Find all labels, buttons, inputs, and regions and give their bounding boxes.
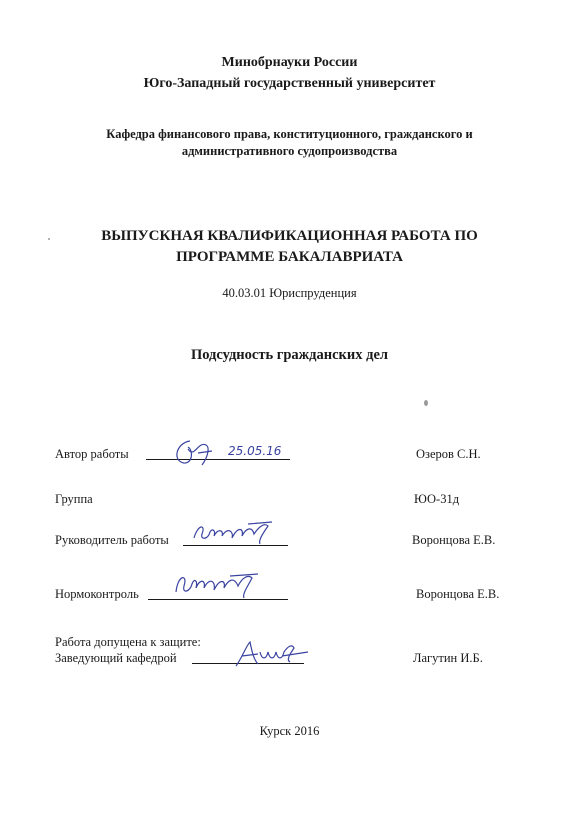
- head-label: Заведующий кафедрой: [55, 651, 177, 665]
- author-label: Автор работы: [55, 447, 129, 461]
- thesis-title-line-1: ВЫПУСКНАЯ КВАЛИФИКАЦИОННАЯ РАБОТА ПО: [101, 228, 478, 244]
- head-name: Лагутин И.Б.: [413, 651, 483, 665]
- thesis-title-line-2: ПРОГРАММЕ БАКАЛАВРИАТА: [176, 249, 403, 265]
- normcontrol-label: Нормоконтроль: [55, 587, 139, 601]
- group-label: Группа: [55, 492, 93, 506]
- department-line-2: административного судопроизводства: [181, 144, 398, 158]
- supervisor-signature: [188, 518, 278, 548]
- supervisor-label: Руководитель работы: [55, 533, 169, 547]
- admission-label: Работа допущена к защите:: [55, 635, 201, 649]
- normcontrol-signature: [168, 568, 263, 602]
- head-signature: [232, 638, 312, 670]
- specialty-code: 40.03.01 Юриспруденция: [222, 286, 357, 300]
- thesis-title: [0, 226, 579, 268]
- university-name: Юго-Западный государственный университет: [143, 76, 436, 91]
- author-date: 25.05.16: [228, 444, 282, 458]
- group-value: ЮО-31д: [414, 492, 460, 506]
- thesis-topic: Подсудность гражданских дел: [190, 347, 389, 363]
- author-signature: [168, 437, 218, 469]
- speck: [424, 400, 428, 406]
- city-year: Курск 2016: [259, 724, 320, 738]
- department-name: [0, 126, 579, 160]
- department-line-1: Кафедра финансового права, конституционного, гражданского и: [106, 127, 473, 141]
- normcontrol-name: Воронцова Е.В.: [416, 587, 500, 601]
- supervisor-name: Воронцова Е.В.: [412, 533, 496, 547]
- ministry-name: Минобрнауки России: [221, 55, 358, 70]
- author-name: Озеров С.Н.: [416, 447, 481, 461]
